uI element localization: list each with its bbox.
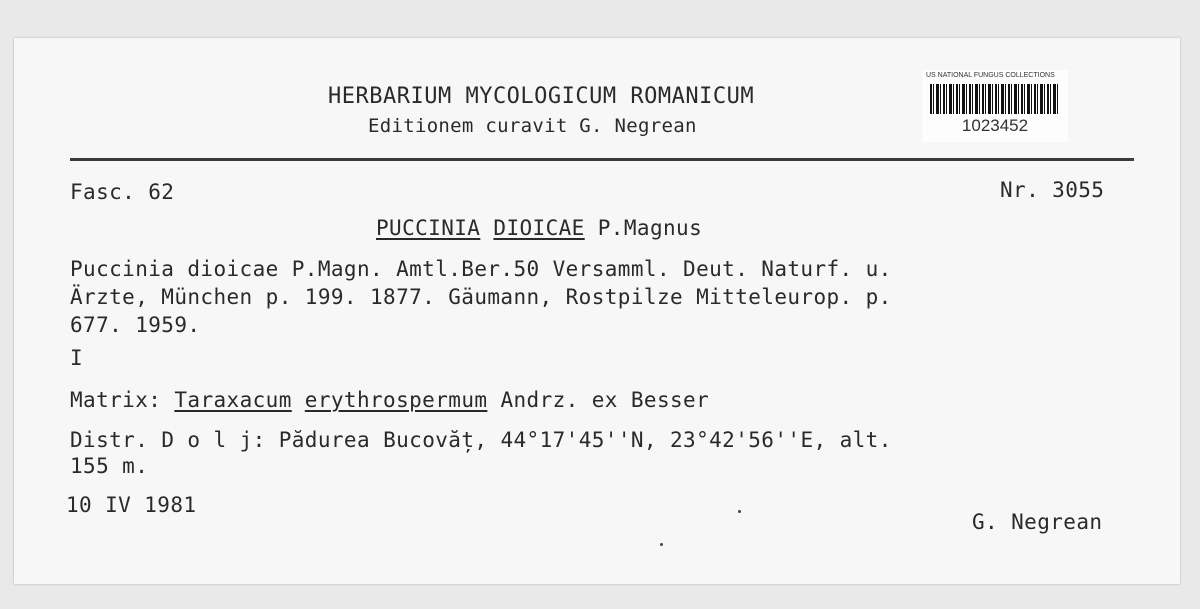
speck-mark (738, 510, 741, 513)
distribution-locality: Pădurea Bucovăț, 44°17'45''N, 23°42'56''E, alt. (278, 428, 892, 452)
barcode-label (922, 70, 1068, 142)
distribution-county: D o l j: (161, 428, 266, 452)
distribution-line-2: 155 m. (70, 454, 149, 478)
collector-name: G. Negrean (972, 510, 1103, 534)
distribution-label: Distr. (70, 428, 149, 452)
speck-mark (660, 543, 663, 546)
species-genus: PUCCINIA (376, 216, 481, 240)
reference-line-2: Ärzte, München p. 199. 1877. Gäumann, Rostpilze Mitteleurop. p. (70, 285, 892, 309)
reference-line-3: 677. 1959. (70, 313, 201, 337)
matrix-genus: Taraxacum (174, 388, 292, 412)
herbarium-title: HERBARIUM MYCOLOGICUM ROMANICUM (328, 84, 755, 109)
matrix-epithet: erythrospermum (304, 388, 488, 412)
barcode-icon (930, 84, 1060, 114)
spore-stage: I (70, 346, 84, 370)
herbarium-label-card (14, 38, 1180, 584)
collection-date: 10 IV 1981 (66, 493, 197, 517)
header-divider (70, 158, 1134, 161)
species-author: P.Magnus (597, 216, 703, 240)
species-heading (376, 216, 702, 240)
specimen-number: Nr. 3055 (1000, 178, 1105, 202)
barcode-number: 1023452 (961, 116, 1029, 135)
editor-line: Editionem curavit G. Negrean (368, 115, 697, 137)
matrix-author: Andrz. ex Besser (500, 388, 710, 412)
fascicle-number: Fasc. 62 (70, 180, 175, 204)
matrix-line (70, 388, 709, 412)
speck-mark (1130, 158, 1133, 161)
species-epithet: DIOICAE (493, 216, 585, 240)
collection-label: US NATIONAL FUNGUS COLLECTIONS (926, 72, 1055, 79)
reference-line-1: Puccinia dioicae P.Magn. Amtl.Ber.50 Versamml. Deut. Naturf. u. (70, 257, 892, 281)
distribution-line-1 (70, 428, 892, 452)
matrix-label: Matrix: (70, 388, 162, 412)
